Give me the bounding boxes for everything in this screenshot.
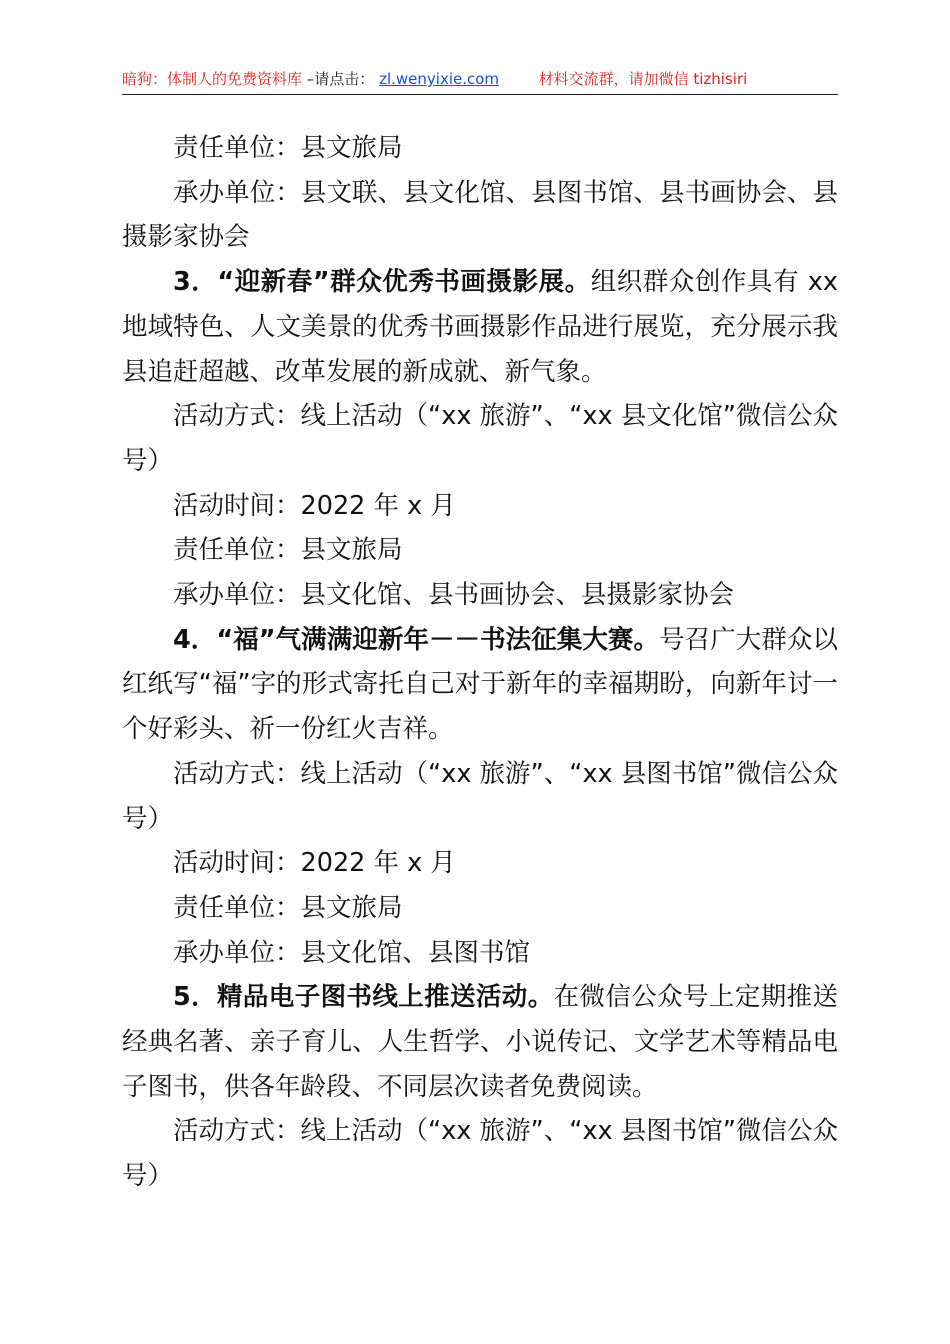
header-wechat-note: 材料交流群，请加微信 tizhisiri xyxy=(538,70,748,88)
item-4-mode: 活动方式：线上活动（“xx 旅游”、“xx 县图书馆”微信公众号） xyxy=(122,758,838,834)
item-3-paragraph xyxy=(122,260,838,394)
item-4-organizer: 承办单位：县文化馆、县图书馆 xyxy=(173,937,531,968)
item-5-title: 5．精品电子图书线上推送活动。 xyxy=(173,982,554,1013)
header-site-name: 暗狗：体制人的免费资料库 xyxy=(122,70,303,88)
responsible-unit-line: 责任单位：县文旅局 xyxy=(173,133,403,163)
item-4-body: 号召广大群众以红纸写“福”字的形式寄托自己对于新年的幸福期盼，向新年讨一个好彩头、祈一份红火吉祥。 xyxy=(122,624,838,745)
item-4-responsible: 责任单位：县文旅局 xyxy=(173,892,403,923)
item-3-mode: 活动方式：线上活动（“xx 旅游”、“xx 县文化馆”微信公众号） xyxy=(122,401,838,476)
item-3-body: 组织群众创作具有 xx 地域特色、人文美景的优秀书画摄影作品进行展览，充分展示我县追赶超越、改革发展的新成就、新气象。 xyxy=(122,267,838,387)
item-3-time: 活动时间：2022 年 x 月 xyxy=(173,490,456,521)
item-3-title: 3．“迎新春”群众优秀书画摄影展。 xyxy=(173,267,591,298)
item-5-body: 在微信公众号上定期推送经典名著、亲子育儿、人生哲学、小说传记、文学艺术等精品电子图书，供各年龄段、不同层次读者免费阅读。 xyxy=(122,982,838,1102)
item-5-mode: 活动方式：线上活动（“xx 旅游”、“xx 县图书馆”微信公众号） xyxy=(122,1116,838,1192)
item-4-title: 4．“福”气满满迎新年－－书法征集大赛。 xyxy=(173,624,660,655)
item-4-paragraph xyxy=(122,618,838,752)
page-header xyxy=(122,68,838,95)
organizer-line: 承办单位：县文联、县文化馆、县图书馆、县书画协会、县摄影家协会 xyxy=(122,177,838,253)
header-link[interactable]: zl.wenyixie.com xyxy=(379,70,500,88)
item-5-paragraph xyxy=(122,975,838,1109)
header-click-prompt: –请点击： xyxy=(306,70,375,88)
item-3-responsible: 责任单位：县文旅局 xyxy=(173,535,403,566)
item-3-organizer: 承办单位：县文化馆、县书画协会、县摄影家协会 xyxy=(173,580,735,611)
item-4-time: 活动时间：2022 年 x 月 xyxy=(173,848,456,879)
document-body xyxy=(122,126,838,1199)
